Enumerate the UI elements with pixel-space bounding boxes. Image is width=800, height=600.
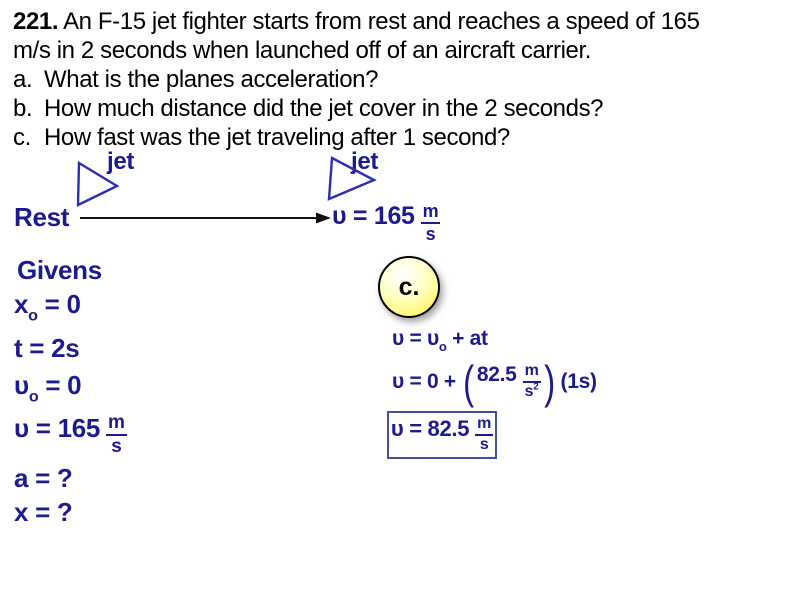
eq2-prefix: υ = 0 +: [392, 370, 456, 393]
answer-box: [387, 411, 497, 459]
final-speed-value: [332, 202, 440, 244]
given-v0-subscript: o: [28, 387, 39, 406]
question-text: How much distance did the jet cover in the 2 seconds?: [44, 95, 604, 122]
question-text: How fast was the jet traveling after 1 second?: [44, 124, 510, 151]
open-paren: (: [462, 356, 474, 408]
given-t: t = 2s: [14, 333, 80, 363]
rest-label: Rest: [14, 202, 70, 232]
question-label: a.: [13, 66, 33, 93]
question-row-a: [13, 65, 793, 94]
given-x0: [14, 289, 81, 325]
question-label: b.: [13, 95, 33, 122]
final-speed-text: υ = 165: [332, 202, 415, 230]
fraction-denominator: $s^2$: [524, 381, 539, 400]
fraction-m-over-s: [475, 416, 493, 454]
exponent: 2: [533, 381, 539, 393]
close-paren: ): [543, 356, 555, 408]
eq1-subscript: o: [438, 338, 447, 354]
eq2-value: 82.5: [476, 363, 517, 387]
fraction-denominator: s: [425, 223, 436, 244]
motion-arrow-icon: [78, 210, 334, 226]
eq1-rhs: + at: [446, 327, 488, 350]
part-c-badge: [378, 256, 440, 318]
statement-line: [13, 7, 793, 36]
problem-number: 221.: [13, 8, 59, 35]
jet-label-left: jet: [107, 148, 135, 175]
fraction-numerator: m: [475, 416, 493, 436]
fraction-m-over-s2: [523, 363, 541, 401]
givens-title: Givens: [17, 255, 102, 285]
given-v0-value: = 0: [38, 370, 82, 400]
question-label: c.: [13, 124, 31, 151]
equation-substitution: [392, 356, 597, 408]
given-x0-value: = 0: [37, 289, 81, 319]
given-v0-base: υ: [14, 370, 29, 400]
jet-label-right: jet: [351, 148, 379, 175]
jet-triangle-icon-left: [76, 157, 120, 209]
fraction-denominator: s: [479, 436, 489, 453]
jet-triangle-icon-right: [326, 152, 378, 204]
given-x: x = ?: [14, 497, 73, 527]
problem-statement: [13, 7, 793, 152]
given-v0: [14, 370, 81, 406]
fraction-numerator: m: [523, 363, 541, 383]
fraction-numerator: m: [106, 413, 127, 436]
equation-velocity-formula: [392, 327, 488, 354]
part-c-badge-label: c.: [398, 272, 420, 301]
given-a: a = ?: [14, 463, 73, 493]
statement-line: m/s in 2 seconds when launched off of an aircraft carrier.: [13, 37, 592, 64]
answer-text: υ = 82.5: [390, 416, 470, 442]
given-v-text: υ = 165: [14, 413, 101, 443]
given-x0-subscript: o: [28, 306, 38, 325]
question-row-b: [13, 94, 793, 123]
eq2-acceleration-term: [477, 363, 541, 401]
answer-value: [391, 416, 493, 454]
eq2-time-factor: (1s): [560, 370, 597, 393]
fraction-m-over-s: [421, 202, 441, 244]
statement-text: An F-15 jet fighter starts from rest and reaches a speed of 165: [63, 8, 700, 35]
given-v: [14, 413, 127, 457]
given-x0-base: x: [14, 289, 29, 319]
question-text: What is the planes acceleration?: [44, 66, 379, 93]
fraction-m-over-s: [106, 413, 127, 457]
fraction-numerator: m: [421, 202, 441, 224]
eq1-lhs: υ = υ: [392, 327, 439, 350]
fraction-denominator: s: [111, 435, 122, 457]
